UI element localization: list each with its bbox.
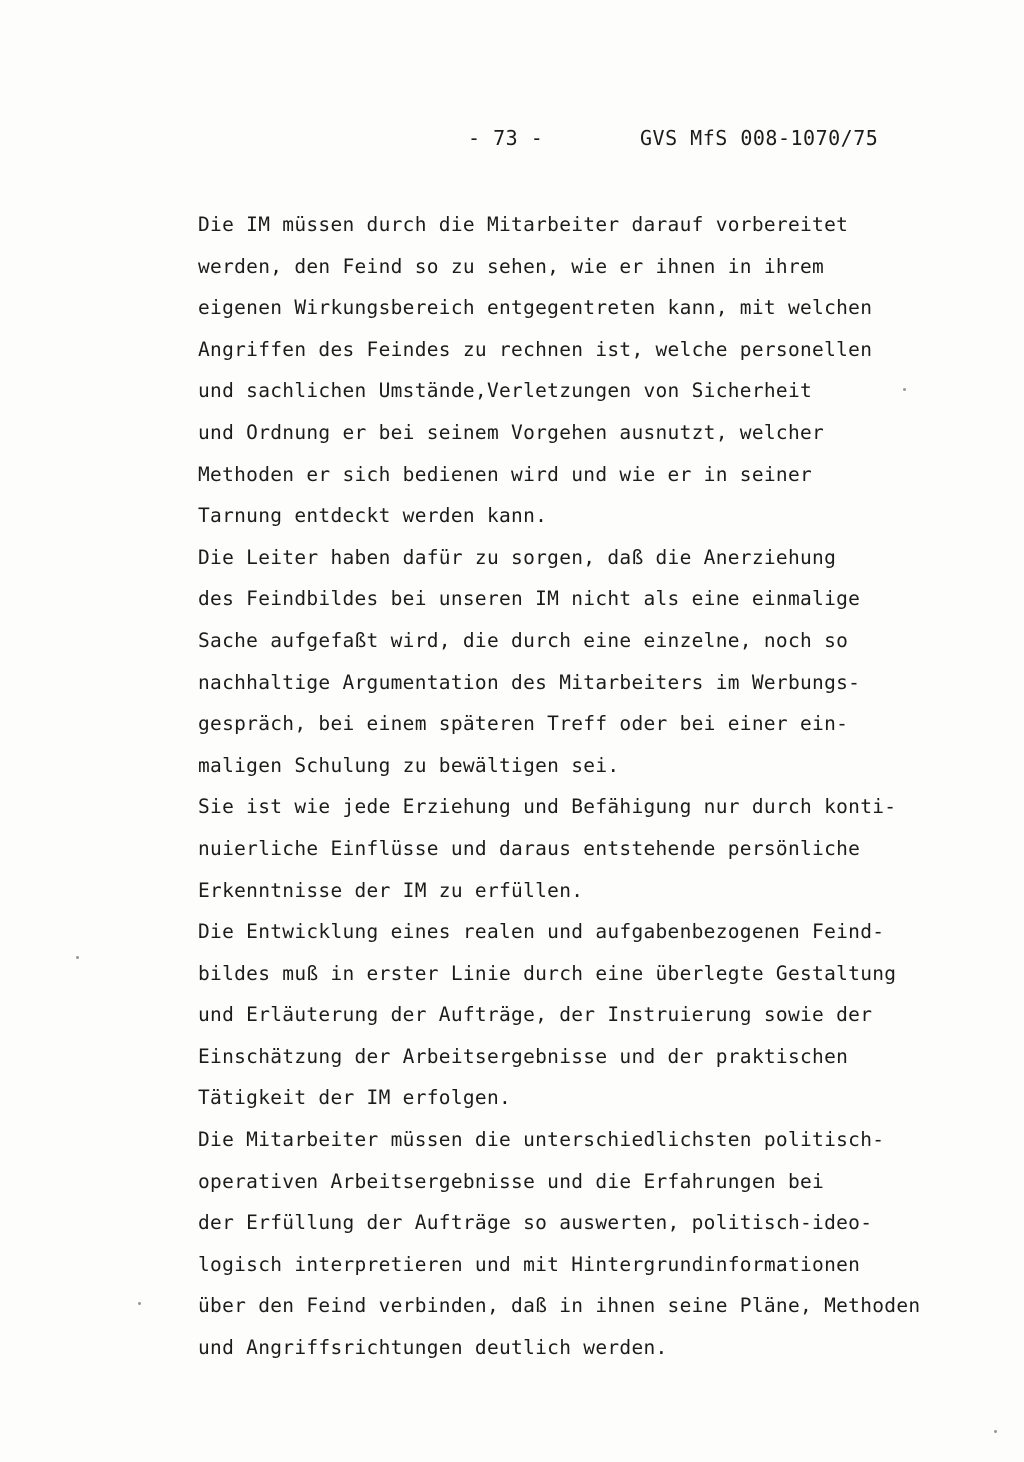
scan-speck <box>903 388 906 391</box>
text-line: operativen Arbeitsergebnisse und die Erfahrungen bei <box>198 1169 825 1193</box>
text-line: Die IM müssen durch die Mitarbeiter darauf vorbereitet <box>198 213 849 236</box>
text-line: Tätigkeit der IM erfolgen. <box>198 1086 512 1110</box>
text-line: Sache aufgefaßt wird, die durch eine einzelne, noch so <box>198 628 849 652</box>
text-line: nachhaltige Argumentation des Mitarbeiters im Werbungs- <box>198 670 861 694</box>
text-line: bildes muß in erster Linie durch eine überlegte Gestaltung <box>198 961 897 985</box>
page-number: - 73 - <box>468 126 544 150</box>
text-line: Die Leiter haben dafür zu sorgen, daß die Anerziehung <box>198 545 837 569</box>
text-line: und Angriffsrichtungen deutlich werden. <box>198 1336 668 1360</box>
text-line: eigenen Wirkungsbereich entgegentreten kann, mit welchen <box>198 296 873 320</box>
text-line: über den Feind verbinden, daß in ihnen seine Pläne, Methoden <box>198 1294 921 1318</box>
text-line: und Ordnung er bei seinem Vorgehen ausnutzt, welcher <box>198 420 825 444</box>
text-line: Erkenntnisse der IM zu erfüllen. <box>198 878 584 902</box>
text-line: logisch interpretieren und mit Hintergrundinformationen <box>198 1252 861 1276</box>
text-line: Einschätzung der Arbeitsergebnisse und der praktischen <box>198 1044 849 1068</box>
text-line: Die Mitarbeiter müssen die unterschiedlichsten politisch- <box>198 1128 885 1152</box>
page-header <box>0 126 1024 160</box>
text-line: Methoden er sich bedienen wird und wie er in seiner <box>198 462 813 486</box>
body-text <box>198 204 988 1369</box>
text-line: der Erfüllung der Aufträge so auswerten, politisch-ideo- <box>198 1211 873 1235</box>
text-line: und sachlichen Umstände,Verletzungen von Sicherheit <box>198 379 813 403</box>
scan-speck <box>138 1302 141 1305</box>
text-line: des Feindbildes bei unseren IM nicht als eine einmalige <box>198 587 861 611</box>
scan-speck <box>76 956 79 959</box>
document-reference: GVS MfS 008-1070/75 <box>640 126 879 150</box>
scan-speck <box>994 1430 997 1433</box>
text-line: Angriffen des Feindes zu rechnen ist, welche personellen <box>198 337 873 361</box>
text-line: gespräch, bei einem späteren Treff oder bei einer ein- <box>198 712 849 736</box>
text-line: Tarnung entdeckt werden kann. <box>198 504 548 528</box>
text-line: nuierliche Einflüsse und daraus entstehende persönliche <box>198 836 861 860</box>
text-line: und Erläuterung der Aufträge, der Instruierung sowie der <box>198 1003 873 1027</box>
text-line: maligen Schulung zu bewältigen sei. <box>198 753 620 777</box>
text-line: Die Entwicklung eines realen und aufgabenbezogenen Feind- <box>198 920 885 944</box>
text-line: werden, den Feind so zu sehen, wie er ihnen in ihrem <box>198 254 825 278</box>
text-line: Sie ist wie jede Erziehung und Befähigung nur durch konti- <box>198 795 897 819</box>
